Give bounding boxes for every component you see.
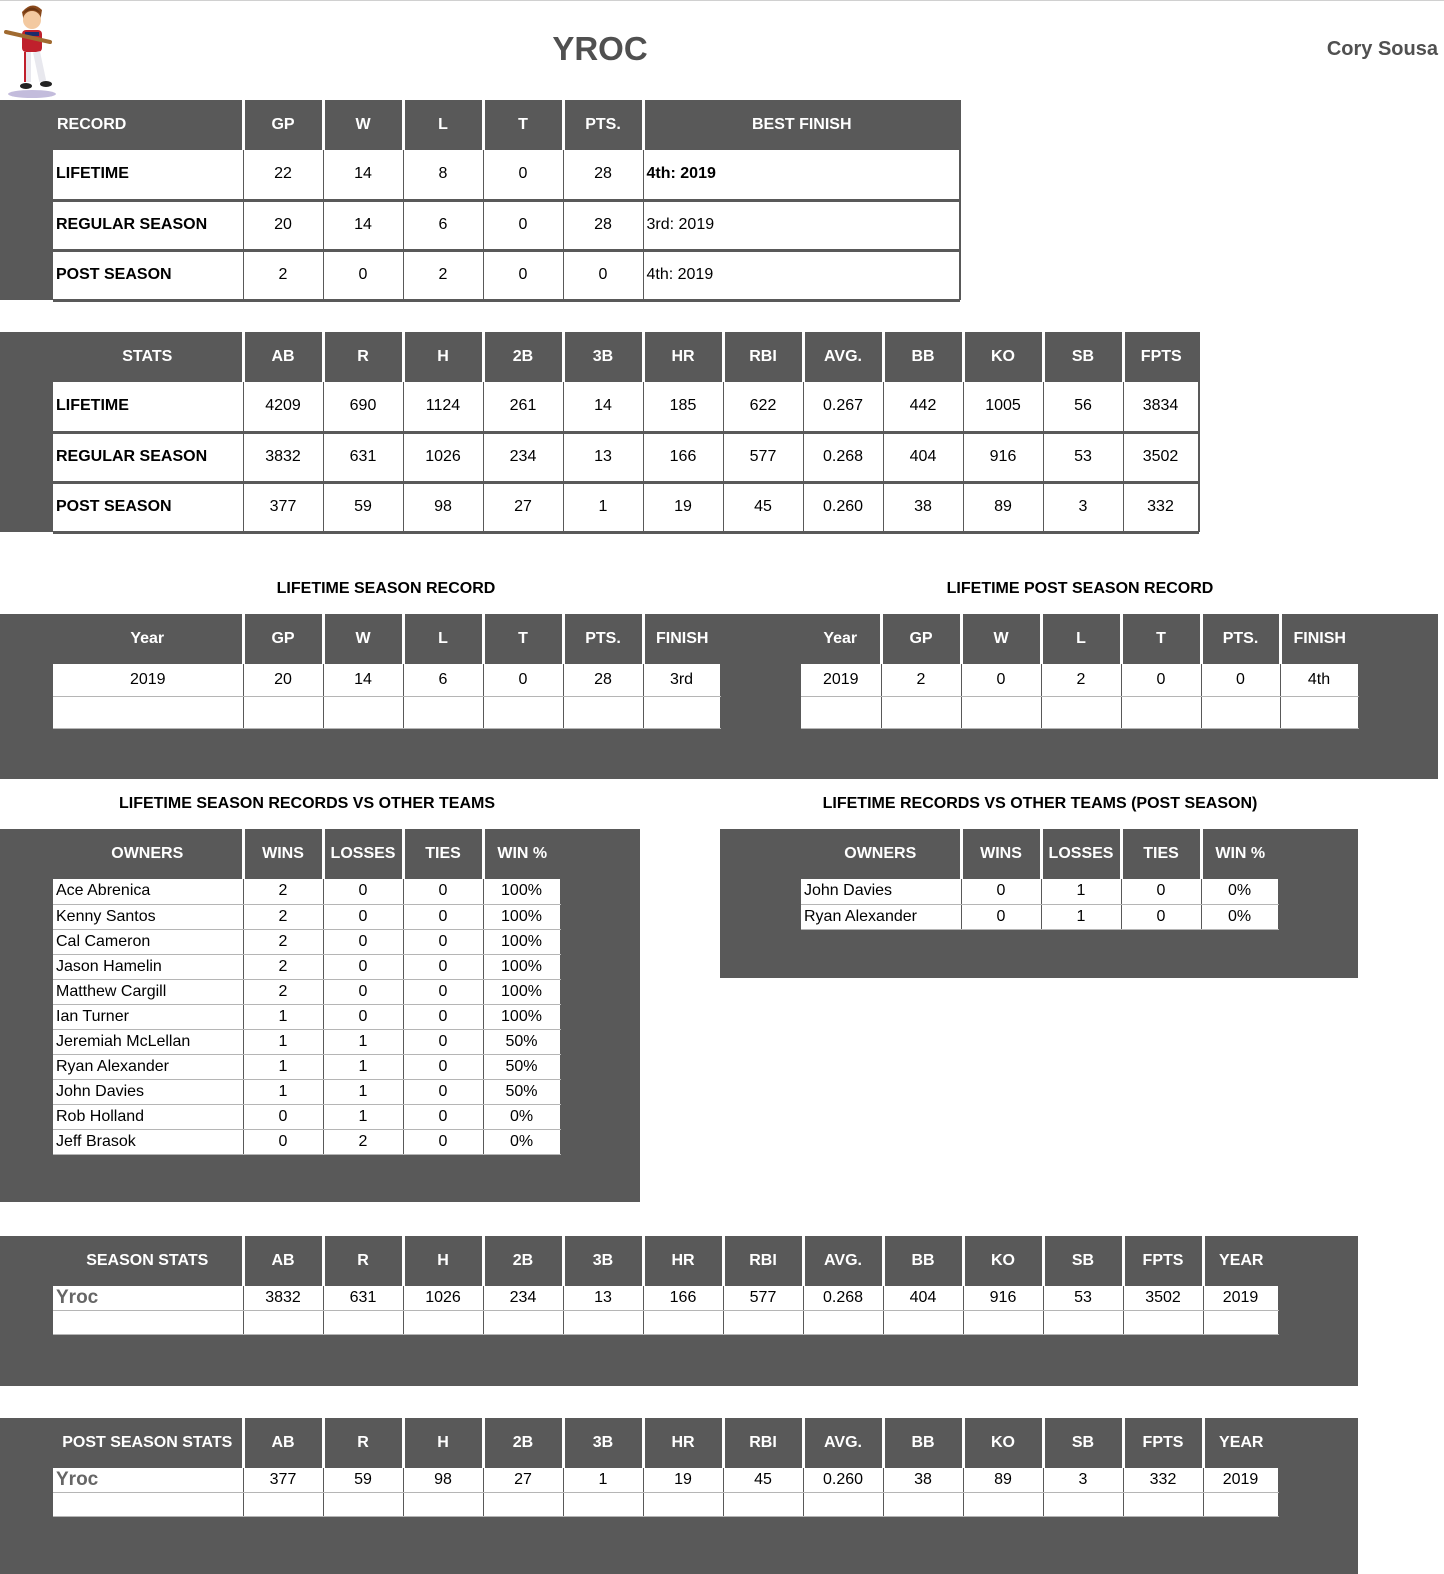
cell: 6 — [403, 200, 483, 250]
cell: 98 — [403, 482, 483, 532]
cell: 56 — [1043, 382, 1123, 432]
col-header: BB — [883, 1418, 963, 1468]
cell: 14 — [323, 150, 403, 200]
stats-body — [53, 382, 1198, 532]
cell: 19 — [643, 482, 723, 532]
cell: 1 — [1041, 904, 1121, 929]
cell: 0 — [403, 1079, 483, 1104]
cell: 1026 — [403, 432, 483, 482]
col-header: SEASON STATS — [86, 1252, 209, 1269]
col-header: LOSSES — [1041, 829, 1121, 879]
col-header: TIES — [403, 829, 483, 879]
col-header: 2B — [483, 332, 563, 382]
cell: 28 — [563, 150, 643, 200]
cell: 0 — [483, 664, 563, 696]
vs-teams-post-body — [801, 879, 1278, 929]
cell: 0 — [403, 1104, 483, 1129]
cell: 1 — [323, 1054, 403, 1079]
col-header: FPTS — [1123, 1418, 1203, 1468]
list-item — [53, 954, 560, 979]
best-finish: 4th: 2019 — [643, 250, 959, 300]
cell: 1 — [243, 1079, 323, 1104]
cell: 0 — [403, 929, 483, 954]
cell: 234 — [483, 1286, 563, 1310]
col-header: 3B — [563, 332, 643, 382]
cell: 3rd — [643, 664, 720, 696]
owner-name: Ryan Alexander — [53, 1054, 243, 1079]
table-row — [53, 1468, 1278, 1492]
cell: 622 — [723, 382, 803, 432]
cell: 0 — [403, 1054, 483, 1079]
col-header: PTS. — [563, 614, 643, 664]
cell: 89 — [963, 1468, 1043, 1492]
cell: 0 — [1121, 879, 1201, 904]
stats-table — [53, 332, 1199, 534]
col-header: RBI — [723, 1236, 803, 1286]
cell: 50% — [483, 1054, 560, 1079]
table-row — [53, 200, 959, 250]
cell: 0 — [323, 879, 403, 904]
team-name: Yroc — [53, 1468, 243, 1492]
col-header: TIES — [1121, 829, 1201, 879]
cell: 377 — [243, 482, 323, 532]
col-header: KO — [963, 332, 1043, 382]
cell: 20 — [243, 200, 323, 250]
owner-name: Ace Abrenica — [53, 879, 243, 904]
cell: 2019 — [801, 664, 881, 696]
cell: 14 — [323, 664, 403, 696]
vs-teams-title: LIFETIME SEASON RECORDS VS OTHER TEAMS — [118, 795, 496, 812]
cell: 1 — [243, 1029, 323, 1054]
best-finish: 4th: 2019 — [643, 150, 959, 200]
col-header: FINISH — [643, 614, 720, 664]
cell: 2 — [243, 929, 323, 954]
cell: 59 — [323, 482, 403, 532]
lifetime-season-record-title: LIFETIME SEASON RECORD — [276, 580, 496, 597]
cell: 100% — [483, 954, 560, 979]
cell: 3 — [1043, 1468, 1123, 1492]
col-header: HR — [643, 332, 723, 382]
cell: 166 — [643, 1286, 723, 1310]
record-table — [53, 100, 960, 302]
cell: 0 — [1121, 664, 1201, 696]
cell: 2 — [243, 904, 323, 929]
cell: 0 — [563, 250, 643, 300]
cell: 59 — [323, 1468, 403, 1492]
col-header: AB — [243, 332, 323, 382]
col-header: WINS — [961, 829, 1041, 879]
owner-name: John Davies — [53, 1079, 243, 1104]
col-header: R — [323, 1418, 403, 1468]
cell: 2 — [1041, 664, 1121, 696]
cell: 50% — [483, 1079, 560, 1104]
cell: 1124 — [403, 382, 483, 432]
list-item — [53, 1054, 560, 1079]
col-header: 2B — [483, 1418, 563, 1468]
list-item — [801, 879, 1278, 904]
owner-name: John Davies — [801, 879, 961, 904]
cell: 2 — [403, 250, 483, 300]
cell: 27 — [483, 1468, 563, 1492]
cell: 3502 — [1123, 432, 1198, 482]
cell: 0% — [483, 1104, 560, 1129]
cell: 2 — [243, 250, 323, 300]
table-row — [53, 1286, 1278, 1310]
cell: 0.260 — [803, 1468, 883, 1492]
cell: 916 — [963, 1286, 1043, 1310]
cell: 4th — [1280, 664, 1358, 696]
list-item — [53, 1129, 560, 1154]
col-header: T — [483, 614, 563, 664]
owner-name: Jason Hamelin — [53, 954, 243, 979]
col-header: BB — [883, 332, 963, 382]
cell: 0 — [961, 879, 1041, 904]
owner-name: Matthew Cargill — [53, 979, 243, 1004]
row-label: POST SEASON — [53, 482, 243, 532]
cell: 0 — [323, 954, 403, 979]
col-header: BEST FINISH — [643, 100, 959, 150]
cell: 100% — [483, 879, 560, 904]
col-header: LOSSES — [323, 829, 403, 879]
cell: 1 — [323, 1079, 403, 1104]
col-header: L — [403, 614, 483, 664]
cell: 0 — [483, 250, 563, 300]
col-header: GP — [881, 614, 961, 664]
cell: 38 — [883, 482, 963, 532]
col-header: AVG. — [803, 332, 883, 382]
list-item — [53, 979, 560, 1004]
cell: 2 — [323, 1129, 403, 1154]
cell: 0 — [323, 904, 403, 929]
col-header: 3B — [563, 1236, 643, 1286]
cell: 28 — [563, 664, 643, 696]
list-item — [53, 1079, 560, 1104]
vs-teams-body — [53, 879, 560, 1154]
cell: 45 — [723, 1468, 803, 1492]
col-header: 3B — [563, 1418, 643, 1468]
col-header: FPTS — [1123, 1236, 1203, 1286]
team-name: Yroc — [53, 1286, 243, 1310]
col-header: W — [323, 100, 403, 150]
cell: 0 — [961, 664, 1041, 696]
col-header: W — [961, 614, 1041, 664]
col-header: R — [323, 332, 403, 382]
col-header: RBI — [723, 332, 803, 382]
cell: 0% — [1201, 904, 1278, 929]
cell: 631 — [323, 432, 403, 482]
cell: 8 — [403, 150, 483, 200]
cell: 0 — [1201, 664, 1280, 696]
col-header: KO — [963, 1236, 1043, 1286]
cell: 332 — [1123, 1468, 1203, 1492]
cell: 1 — [243, 1004, 323, 1029]
cell: 1 — [563, 482, 643, 532]
cell: 53 — [1043, 1286, 1123, 1310]
col-header: SB — [1043, 332, 1123, 382]
table-row-empty — [53, 1310, 1278, 1334]
cell: 377 — [243, 1468, 323, 1492]
col-header: SB — [1043, 1418, 1123, 1468]
cell: 1 — [323, 1029, 403, 1054]
col-header: POST SEASON STATS — [62, 1434, 233, 1451]
table-row — [53, 250, 959, 300]
cell: 14 — [323, 200, 403, 250]
col-header: R — [323, 1236, 403, 1286]
baseball-player-mascot-icon — [2, 2, 62, 98]
list-item — [53, 1029, 560, 1054]
list-item — [53, 929, 560, 954]
cell: 916 — [963, 432, 1043, 482]
col-header: H — [403, 1418, 483, 1468]
row-label: POST SEASON — [53, 250, 243, 300]
cell: 2 — [243, 954, 323, 979]
table-row — [53, 664, 720, 696]
cell: 14 — [563, 382, 643, 432]
table-row — [801, 664, 1358, 696]
table-row — [53, 382, 1198, 432]
cell: 0 — [403, 954, 483, 979]
cell: 0 — [243, 1104, 323, 1129]
cell: 631 — [323, 1286, 403, 1310]
cell: 13 — [563, 432, 643, 482]
col-header: WINS — [243, 829, 323, 879]
col-header: W — [323, 614, 403, 664]
col-header: GP — [243, 100, 323, 150]
cell: 4209 — [243, 382, 323, 432]
cell: 3832 — [243, 432, 323, 482]
cell: 1 — [323, 1104, 403, 1129]
cell: 13 — [563, 1286, 643, 1310]
cell: 3 — [1043, 482, 1123, 532]
cell: 0 — [403, 1029, 483, 1054]
cell: 0 — [403, 904, 483, 929]
cell: 28 — [563, 200, 643, 250]
cell: 22 — [243, 150, 323, 200]
col-header: FPTS — [1123, 332, 1198, 382]
cell: 100% — [483, 929, 560, 954]
cell: 0.267 — [803, 382, 883, 432]
col-header: L — [403, 100, 483, 150]
col-header: Year — [130, 630, 165, 647]
list-item — [53, 1104, 560, 1129]
cell: 0 — [403, 1004, 483, 1029]
col-header: KO — [963, 1418, 1043, 1468]
cell: 1 — [563, 1468, 643, 1492]
col-header: AVG. — [803, 1418, 883, 1468]
table-row-empty — [53, 1492, 1278, 1516]
cell: 0.268 — [803, 432, 883, 482]
cell: 3832 — [243, 1286, 323, 1310]
cell: 0 — [961, 904, 1041, 929]
cell: 2 — [243, 979, 323, 1004]
cell: 20 — [243, 664, 323, 696]
col-header: AVG. — [803, 1236, 883, 1286]
row-label: REGULAR SEASON — [53, 200, 243, 250]
cell: 2019 — [1203, 1468, 1278, 1492]
cell: 0 — [403, 1129, 483, 1154]
cell: 0 — [403, 979, 483, 1004]
cell: 2 — [243, 879, 323, 904]
cell: 332 — [1123, 482, 1198, 532]
col-header: AB — [243, 1236, 323, 1286]
list-item — [53, 879, 560, 904]
col-header: L — [1041, 614, 1121, 664]
cell: 27 — [483, 482, 563, 532]
cell: 0% — [483, 1129, 560, 1154]
cell: 404 — [883, 1286, 963, 1310]
post-season-stats-table — [53, 1418, 1279, 1517]
page-title: YROC — [552, 30, 648, 67]
cell: 0 — [403, 879, 483, 904]
cell: 6 — [403, 664, 483, 696]
col-header: RBI — [723, 1418, 803, 1468]
col-header: OWNERS — [844, 845, 917, 862]
cell: 185 — [643, 382, 723, 432]
col-header: WIN % — [483, 829, 560, 879]
cell: 1026 — [403, 1286, 483, 1310]
cell: 404 — [883, 432, 963, 482]
cell: 442 — [883, 382, 963, 432]
owner-name: Kenny Santos — [53, 904, 243, 929]
row-label: LIFETIME — [53, 382, 243, 432]
cell: 3502 — [1123, 1286, 1203, 1310]
cell: 2019 — [53, 664, 243, 696]
cell: 3834 — [1123, 382, 1198, 432]
cell: 261 — [483, 382, 563, 432]
cell: 100% — [483, 979, 560, 1004]
owner-name: Ian Turner — [53, 1004, 243, 1029]
col-header: T — [483, 100, 563, 150]
cell: 38 — [883, 1468, 963, 1492]
col-header: STATS — [122, 348, 173, 365]
cell: 0 — [1121, 904, 1201, 929]
cell: 577 — [723, 1286, 803, 1310]
table-row — [53, 150, 959, 200]
cell: 2 — [881, 664, 961, 696]
cell: 0 — [323, 979, 403, 1004]
cell: 45 — [723, 482, 803, 532]
col-header: RECORD — [57, 116, 127, 133]
col-header: YEAR — [1203, 1418, 1278, 1468]
cell: 0 — [483, 150, 563, 200]
cell: 100% — [483, 904, 560, 929]
cell: 1 — [243, 1054, 323, 1079]
cell: 0 — [243, 1129, 323, 1154]
cell: 577 — [723, 432, 803, 482]
col-header: YEAR — [1203, 1236, 1278, 1286]
lifetime-season-record-table — [53, 614, 721, 729]
row-label: LIFETIME — [53, 150, 243, 200]
col-header: FINISH — [1280, 614, 1358, 664]
col-header: H — [403, 332, 483, 382]
table-row-empty — [801, 696, 1358, 728]
cell: 50% — [483, 1029, 560, 1054]
col-header: Year — [823, 630, 858, 647]
table-row-empty — [53, 696, 720, 728]
cell: 19 — [643, 1468, 723, 1492]
col-header: BB — [883, 1236, 963, 1286]
cell: 0 — [323, 929, 403, 954]
owner-name: Rob Holland — [53, 1104, 243, 1129]
cell: 234 — [483, 432, 563, 482]
col-header: OWNERS — [111, 845, 184, 862]
lifetime-post-season-record-table — [801, 614, 1359, 729]
table-row — [53, 482, 1198, 532]
col-header: WIN % — [1201, 829, 1278, 879]
col-header: HR — [643, 1236, 723, 1286]
best-finish: 3rd: 2019 — [643, 200, 959, 250]
col-header: PTS. — [563, 100, 643, 150]
owner-name: Jeff Brasok — [53, 1129, 243, 1154]
col-header: AB — [243, 1418, 323, 1468]
cell: 0.268 — [803, 1286, 883, 1310]
owner-name: Jeremiah McLellan — [53, 1029, 243, 1054]
cell: 0.260 — [803, 482, 883, 532]
cell: 100% — [483, 1004, 560, 1029]
col-header: HR — [643, 1418, 723, 1468]
top-border — [0, 0, 1444, 1]
list-item — [801, 904, 1278, 929]
cell: 89 — [963, 482, 1043, 532]
cell: 166 — [643, 432, 723, 482]
col-header: T — [1121, 614, 1201, 664]
col-header: GP — [243, 614, 323, 664]
list-item — [53, 1004, 560, 1029]
cell: 0 — [323, 1004, 403, 1029]
col-header: SB — [1043, 1236, 1123, 1286]
vs-teams-post-table — [801, 829, 1279, 930]
table-row — [53, 432, 1198, 482]
cell: 0 — [483, 200, 563, 250]
list-item — [53, 904, 560, 929]
cell: 1 — [1041, 879, 1121, 904]
col-header: 2B — [483, 1236, 563, 1286]
lifetime-post-season-record-title: LIFETIME POST SEASON RECORD — [946, 580, 1214, 597]
cell: 0% — [1201, 879, 1278, 904]
owner-name: Cal Cameron — [53, 929, 243, 954]
season-stats-table — [53, 1236, 1279, 1335]
owner-name: Cory Sousa — [1326, 38, 1438, 60]
row-label: REGULAR SEASON — [53, 432, 243, 482]
cell: 2019 — [1203, 1286, 1278, 1310]
cell: 0 — [323, 250, 403, 300]
vs-teams-table — [53, 829, 561, 1155]
col-header: H — [403, 1236, 483, 1286]
owner-name: Ryan Alexander — [801, 904, 961, 929]
cell: 53 — [1043, 432, 1123, 482]
vs-teams-post-title: LIFETIME RECORDS VS OTHER TEAMS (POST SEASON) — [822, 795, 1258, 812]
col-header: PTS. — [1201, 614, 1280, 664]
cell: 1005 — [963, 382, 1043, 432]
cell: 98 — [403, 1468, 483, 1492]
cell: 690 — [323, 382, 403, 432]
